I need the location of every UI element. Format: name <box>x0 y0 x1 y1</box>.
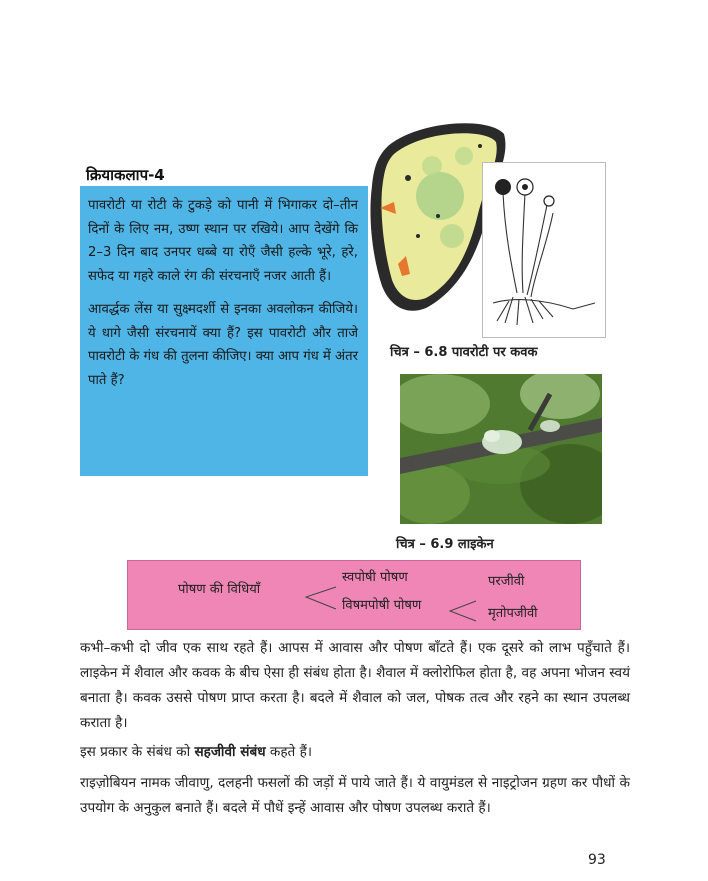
autotrophic-label: स्वपोषी पोषण <box>342 570 408 585</box>
parasitic-label: परजीवी <box>488 574 525 589</box>
body-paragraph-1: कभी–कभी दो जीव एक साथ रहते हैं। आपस में आवास और पोषण बाँटते हैं। एक दूसरे को लाभ पहुँचाते हैं। लाइकेन में शैवाल और कवक के बीच ऐसा ही संबंध होता है। शैवाल में क्लोरोफिल होता है, वह अपना भोजन स्वयं बनाता है। कवक उससे पोषण प्राप्त करता है। बदले में शैवाल को जल, पोषक तत्व और रहने का स्थान उपलब्ध कराता है। <box>80 640 630 731</box>
body-paragraph-2 <box>80 740 630 765</box>
rhizopus-hyphae-illustration <box>482 162 606 338</box>
nutrition-modes-diagram <box>127 560 581 630</box>
symbiotic-relation-term: सहजीवी संबंध <box>194 744 266 760</box>
nutrition-root-label: पोषण की विधियाँ <box>178 582 261 597</box>
page-number: 93 <box>588 852 606 868</box>
figure-6-8-caption: चित्र – 6.8 पावरोटी पर कवक <box>390 345 538 360</box>
body-paragraph-3: राइज़ोबियन नामक जीवाणु, दलहनी फसलों की जड़ों में पाये जाते हैं। ये वायुमंडल से नाइट्रोजन ग्रहण कर पौधों के उपयोग के अनुकुल बनाते हैं। बदले में पौधें इन्हें आवास और पोषण उपलब्ध कराते हैं। <box>80 775 630 816</box>
activity-paragraph-2: आवर्द्धक लेंस या सुक्ष्मदर्शी से इनका अवलोकन कीजिये। ये धागे जैसी संरचनायें क्या हैं? इस पावरोटी और ताजे पावरोटी के गंध की तुलना कीजिए। क्या आप गंध में अंतर पाते हैं? <box>88 302 358 388</box>
activity-paragraph-1: पावरोटी या रोटी के टुकड़े को पानी में भिगाकर दो–तीन दिनों के लिए नम, उष्ण स्थान पर रखिये। आप देखेंगे कि 2–3 दिन बाद उनपर धब्बे या रोएँ जैसी हल्के भूरे, हरे, सफेद या गहरे काले रंग की संरचनाएँ नजर आती हैं। <box>88 198 358 284</box>
body-paragraph-2-start: इस प्रकार के संबंध को <box>80 744 195 760</box>
activity-box <box>80 186 368 476</box>
figure-6-9-caption: चित्र – 6.9 लाइकेन <box>396 537 494 552</box>
activity-title: क्रियाकलाप-4 <box>86 166 165 184</box>
lichen-photo <box>400 374 602 524</box>
saprophytic-label: मृतोपजीवी <box>488 606 538 621</box>
body-paragraph-2-end: कहते हैं। <box>265 744 312 760</box>
heterotrophic-label: विषमपोषी पोषण <box>342 598 422 613</box>
